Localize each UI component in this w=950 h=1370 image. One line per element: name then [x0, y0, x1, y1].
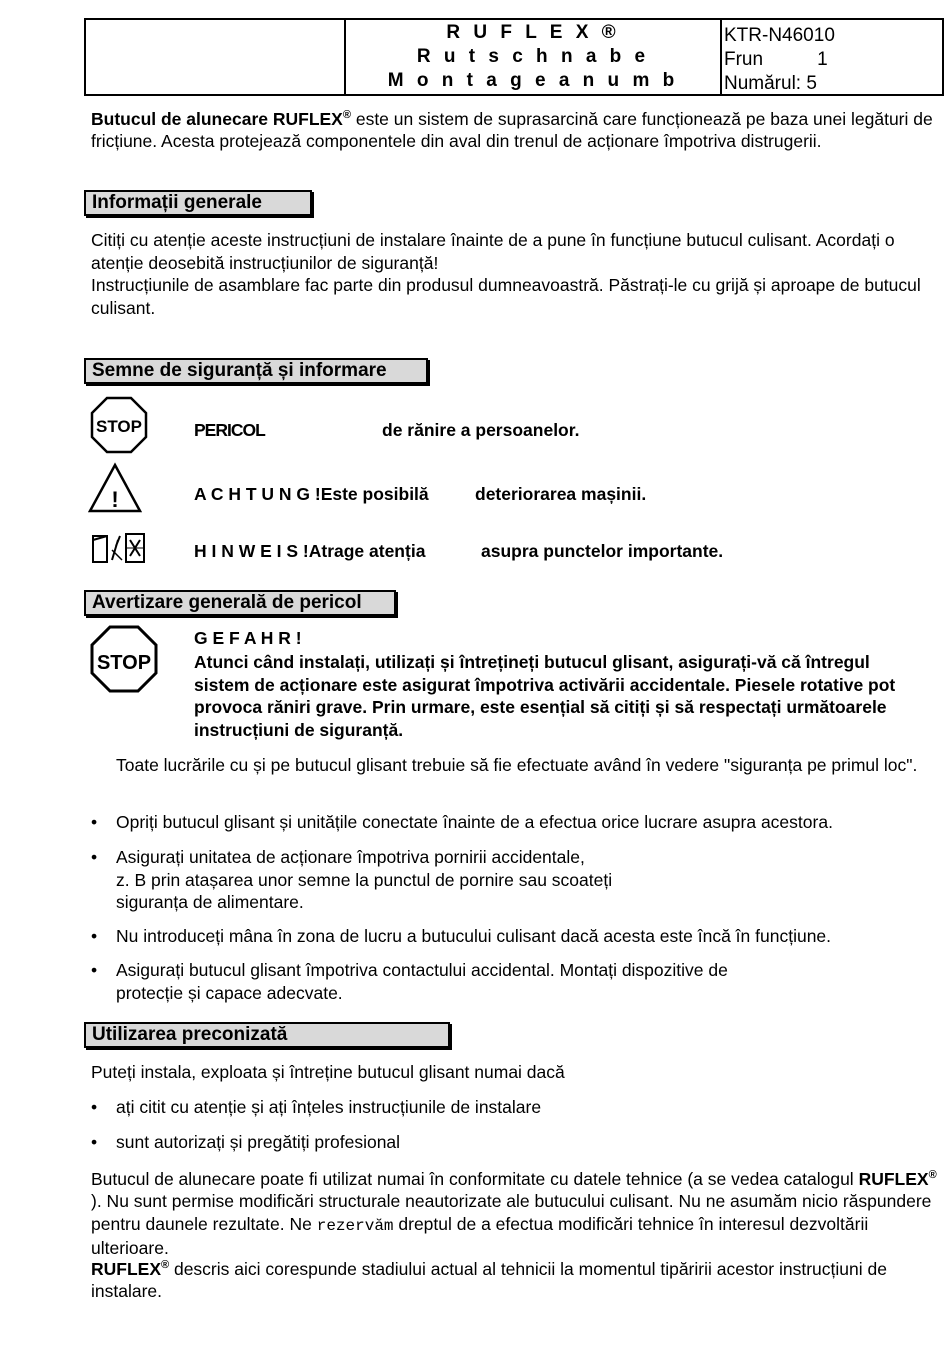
sign-desc-attention: deteriorarea mașinii.: [475, 484, 647, 504]
section-title-danger: Avertizare generală de pericol: [84, 590, 396, 616]
stop-sign-small-text: STOP: [96, 417, 142, 436]
section-title-signs: Semne de siguranță și informare: [84, 358, 428, 384]
warning-triangle-icon: [88, 462, 142, 514]
use-paragraph-1: Butucul de alunecare poate fi utilizat numai în conformitate cu datele tehnice (a se vedea catalogul RUFLEX® ). Nu sunt permise modificări structurale neautorizate ale butucului culisant. Nu ne asumăm nicio răspundere pentru daunele rezultate. Ne rezervăm dreptul de a efectua modificări tehnice în interesul dezvoltării ulterioare.: [91, 1168, 937, 1259]
sign-desc-danger: de rănire a persoanelor.: [382, 420, 580, 440]
stop-sign-large-icon: [90, 625, 158, 693]
use-paragraph-2: RUFLEX® descris aici corespunde stadiului actual al tehnicii la momentul tipăririi acestor instrucțiuni de instalare.: [91, 1258, 887, 1302]
header-meta-cell: [722, 20, 942, 98]
header-title-cell: [346, 20, 722, 94]
sign-label-danger: PERICOL: [194, 420, 265, 440]
intro-paragraph: Butucul de alunecare RUFLEX® este un sistem de suprasarcină care funcționează pe baza unei legături de fricțiune. Acesta protejează componentele din aval din trenul de acționare împotriva distrugerii.: [91, 108, 933, 152]
stop-sign-icon: [90, 396, 148, 454]
header-logo-cell: [86, 20, 346, 94]
header-line3: M o n t a g e a n u m b: [387, 70, 679, 91]
general-text: Citiți cu atenție aceste instrucțiuni de instalare înainte de a pune în funcțiune butucul culisant. Acordați o atenție deosebită instrucțiunilor de siguranță! Instrucțiunile de asamblare fac parte din produsul dumneavoastră. Păstrați-le cu grijă și aproape de butucul culisant.: [91, 230, 921, 318]
header-line2: R u t s c h n a b e: [416, 46, 650, 67]
sign-desc-hint: asupra punctelor importante.: [481, 541, 724, 561]
sign-label-attention: A C H T U N G !Este posibilă: [194, 484, 429, 504]
use-lead: Puteți instala, exploata și întreține butucul glisant numai dacă: [91, 1062, 565, 1082]
sign-label-hint: H I N W E I S !Atrage atenția: [194, 541, 426, 561]
hint-note-icon: [90, 528, 152, 566]
header-brand: R U F L E X ®: [446, 22, 620, 43]
danger-note: Toate lucrările cu și pe butucul glisant trebuie să fie efectuate având în vedere "siguranța pe primul loc".: [116, 755, 918, 775]
header-code: KTR-N46010: [724, 25, 835, 46]
header-frun: Frun 1: [724, 49, 828, 70]
section-title-general: Informații generale: [84, 190, 312, 216]
gefahr-label: G E F A H R !: [194, 628, 302, 648]
header-number: Numărul: 5: [724, 73, 817, 94]
warning-glyph: !: [111, 487, 119, 512]
document-header: [84, 18, 944, 96]
section-title-use: Utilizarea preconizată: [84, 1022, 450, 1048]
stop-sign-large-text: STOP: [96, 652, 152, 674]
danger-warning-text: Atunci când instalați, utilizați și întrețineți butucul glisant, asigurați-vă că întregul sistem de acționare este asigurat împotriva activării accidentale. Piesele rotative pot provoca răniri grave. Prin urmare, este esențial să citiți și să respectați următoarele instrucțiuni de siguranță.: [194, 652, 896, 740]
